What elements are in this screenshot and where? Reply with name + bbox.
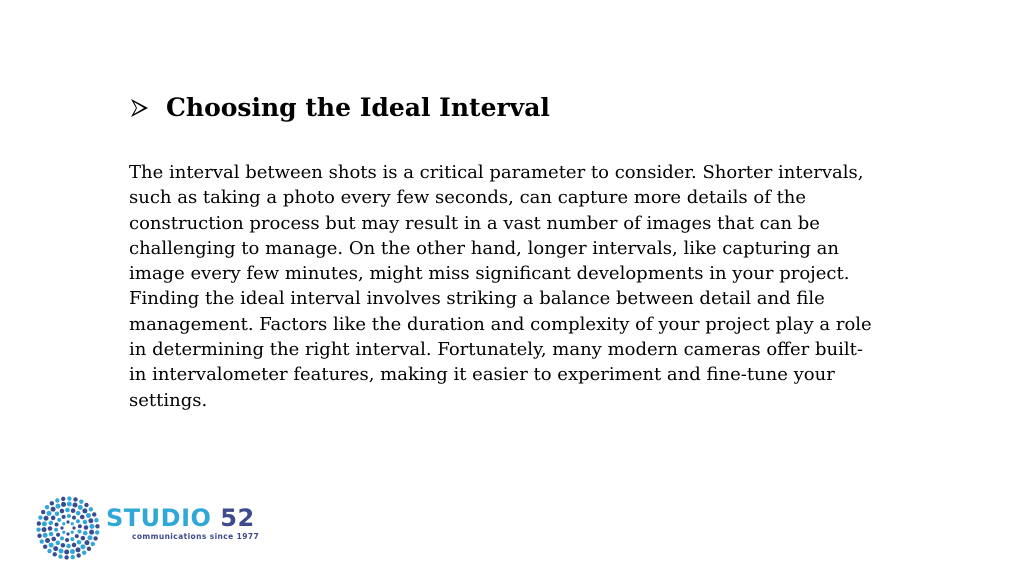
paragraph-line: image every few minutes, might miss significant developments in your project.	[129, 263, 850, 285]
logo-dot	[71, 508, 76, 513]
logo-dot	[61, 502, 66, 507]
logo-dot	[53, 552, 57, 556]
logo-dot	[72, 516, 76, 520]
logo-dot	[76, 553, 80, 557]
logo-dot	[60, 526, 63, 529]
logo-dot	[95, 524, 99, 528]
logo-dot	[83, 531, 88, 536]
logo-dot	[87, 547, 91, 551]
logo-dot	[56, 504, 61, 509]
logo-dot	[66, 544, 71, 549]
logo-dot	[48, 521, 53, 526]
logo-dot	[57, 518, 61, 522]
logo-dot	[71, 531, 74, 534]
logo-dot	[81, 536, 86, 541]
logo-dot	[89, 524, 94, 529]
logo-dot	[43, 533, 48, 538]
logo-tagline: communications since 1977	[132, 532, 260, 541]
logo-dot	[89, 530, 94, 535]
logo-dot	[77, 530, 81, 534]
logo-dot	[80, 515, 85, 520]
logo-dot	[62, 515, 66, 519]
logo-dot	[40, 539, 44, 543]
arrow-bullet-icon	[129, 98, 149, 118]
logo-dot	[45, 538, 50, 543]
logo-dot	[43, 544, 47, 548]
slide-heading: Choosing the Ideal Interval	[166, 93, 550, 122]
logo-dot	[49, 543, 54, 548]
logo-dot	[66, 520, 69, 523]
logo-dot	[61, 543, 66, 548]
logo-dot	[62, 522, 65, 525]
logo-dot	[67, 514, 71, 518]
logo-dot	[45, 505, 49, 509]
logo-dot	[37, 534, 41, 538]
logo-dot	[38, 515, 42, 519]
logo-dot	[66, 532, 69, 535]
logo-dot	[48, 526, 53, 531]
logo-dot	[47, 511, 52, 516]
logo-dot	[82, 550, 86, 554]
logo-dot	[42, 521, 47, 526]
logo-dot	[91, 542, 95, 546]
logo-dot	[70, 549, 75, 554]
logo-dot	[73, 503, 78, 508]
logo-dot	[55, 511, 60, 516]
logo-dot	[76, 519, 80, 523]
logo-dot	[37, 521, 41, 525]
logo-dot	[56, 533, 60, 537]
studio52-logo	[36, 496, 266, 560]
logo-dot	[92, 512, 96, 516]
logo-dot	[76, 511, 81, 516]
logo-dot	[72, 543, 77, 548]
logo-dot	[51, 537, 56, 542]
logo-dot	[70, 537, 74, 541]
body-paragraph	[129, 160, 872, 413]
logo-dot	[44, 516, 49, 521]
logo-dot	[55, 498, 59, 502]
logo-dot	[67, 502, 72, 507]
logo-dot	[94, 518, 98, 522]
logo-dot	[41, 510, 45, 514]
paragraph-line: settings.	[129, 389, 208, 411]
paragraph-line: The interval between shots is a critical parameter to consider. Shorter intervals,	[129, 162, 864, 183]
logo-dot	[50, 501, 54, 505]
logo-dot	[84, 503, 88, 507]
paragraph-line: management. Factors like the duration and complexity of your project play a role	[129, 313, 872, 335]
logo-dot	[83, 520, 88, 525]
logo-dot	[95, 530, 99, 534]
logo-dot	[79, 499, 83, 503]
logo-dot	[86, 513, 91, 518]
logo-dot	[84, 525, 89, 530]
logo-dot	[60, 536, 64, 540]
logo-dot	[78, 524, 82, 528]
logo-dot	[54, 528, 58, 532]
logo-dot	[73, 497, 77, 501]
logo-dot	[77, 540, 82, 545]
logo-dot	[51, 507, 56, 512]
paragraph-line: construction process but may result in a vast number of images that can be	[129, 212, 820, 234]
heading-row	[129, 90, 550, 126]
logo-dot	[47, 549, 51, 553]
logo-dot	[62, 531, 65, 534]
paragraph-line: in determining the right interval. Fortunately, many modern cameras offer built-	[129, 339, 863, 361]
logo-dot	[67, 496, 71, 500]
logo-dot	[56, 541, 61, 546]
logo-dot	[84, 540, 89, 545]
logo-dot	[51, 516, 56, 521]
logo-dot	[93, 536, 97, 540]
logo-dot	[61, 497, 65, 501]
logo-dot	[80, 544, 85, 549]
logo-dot	[53, 546, 58, 551]
logo-dot	[64, 555, 68, 559]
logo-word-studio: STUDIO	[106, 504, 212, 532]
logo-dot	[59, 548, 64, 553]
logo-dot	[89, 507, 93, 511]
logo-dot	[71, 555, 75, 559]
logo-dot	[87, 535, 92, 540]
logo-dot	[42, 527, 47, 532]
logo-dot	[75, 547, 80, 552]
logo-dot	[55, 522, 59, 526]
logo-dot	[65, 508, 70, 513]
logo-dot	[49, 532, 54, 537]
logo-dot	[78, 505, 83, 510]
logo-dot	[75, 534, 79, 538]
logo-word-number: 52	[211, 504, 255, 532]
paragraph-line: in intervalometer features, making it easier to experiment and fine-tune your	[129, 364, 835, 386]
logo-dot	[82, 508, 87, 513]
logo-dot	[58, 554, 62, 558]
dotted-sphere-logo-icon	[36, 496, 100, 560]
logo-dot	[64, 549, 69, 554]
logo-dot	[60, 509, 65, 514]
paragraph-line: such as taking a photo every few seconds, can capture more details of the	[129, 187, 807, 209]
paragraph-line: challenging to manage. On the other hand, longer intervals, like capturing an	[129, 237, 839, 259]
paragraph-line: Finding the ideal interval involves striking a balance between detail and file	[129, 288, 825, 310]
logo-dot	[36, 527, 40, 531]
logo-dot	[88, 518, 93, 523]
logo-dot	[65, 538, 69, 542]
logo-wordmark	[106, 504, 255, 532]
logo-dot	[71, 522, 74, 525]
logo-dot	[72, 526, 75, 529]
